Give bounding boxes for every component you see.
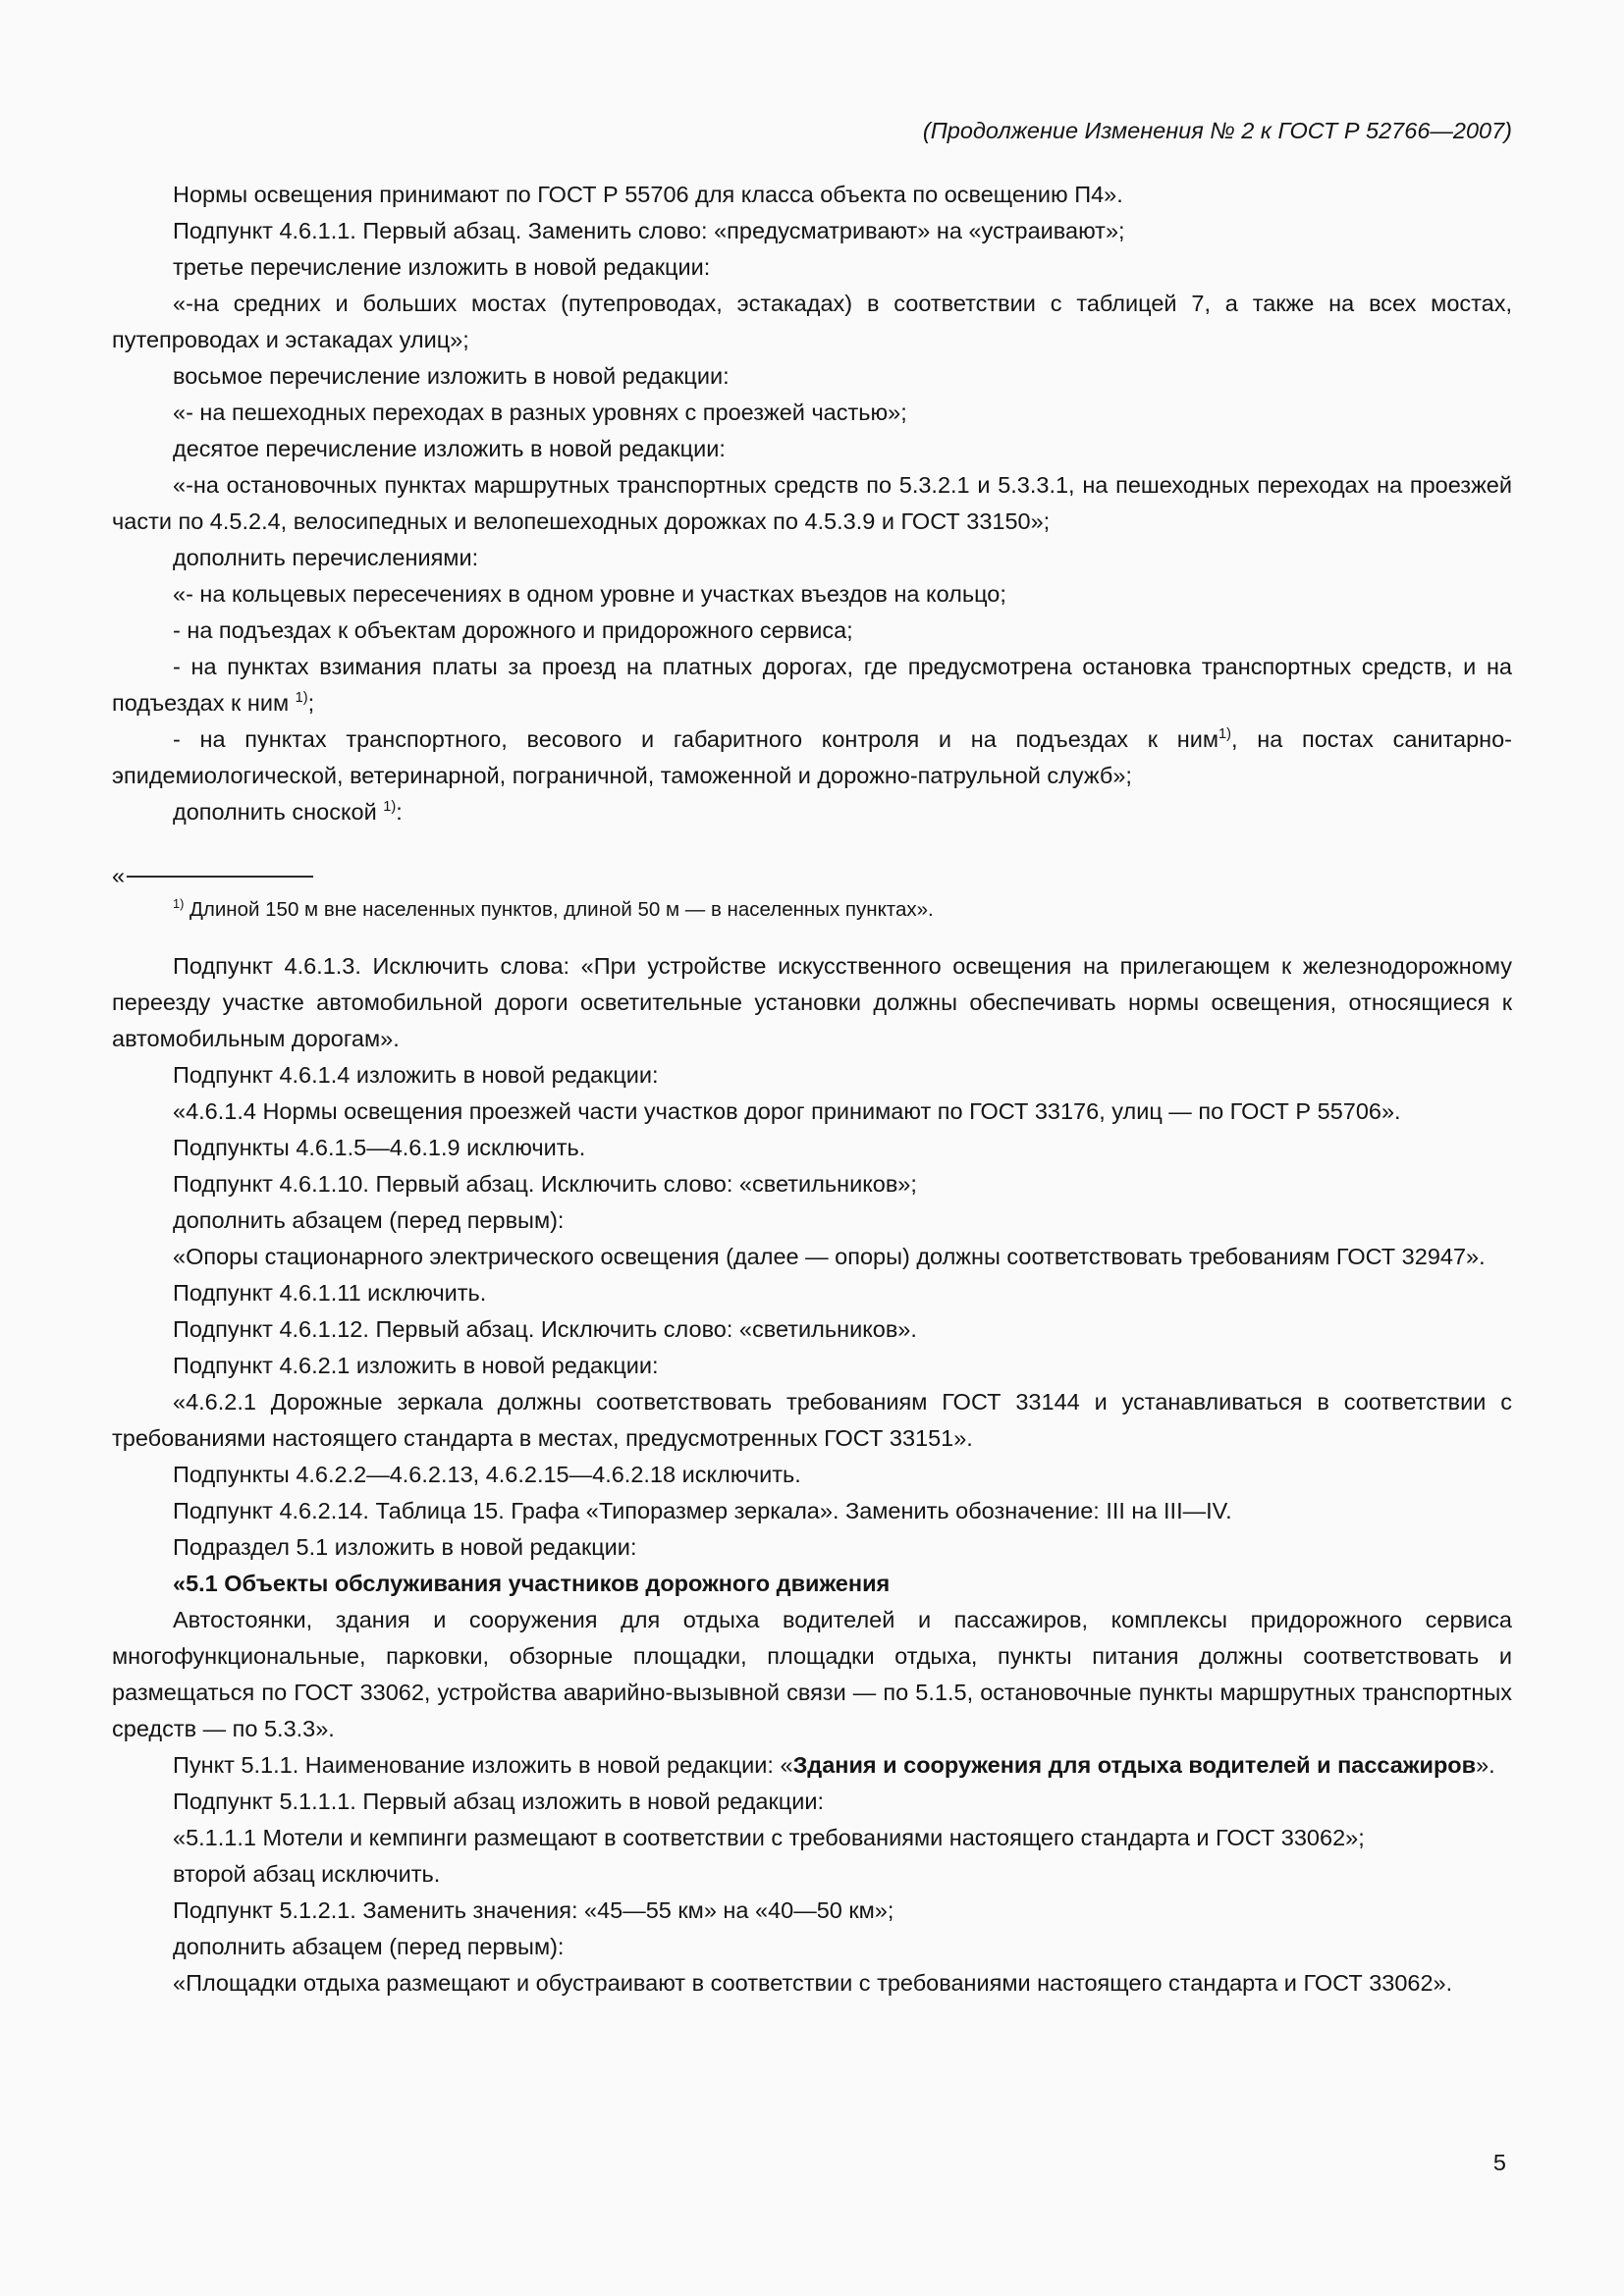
document-body	[112, 177, 1512, 2002]
footnote-text: $^{1)}$ Длиной 150 м вне населенных пунктов, длиной 50 м — в населенных пунктах».	[173, 896, 934, 921]
paragraph: - на пунктах транспортного, весового и габаритного контроля и на подъездах к ним$^{1)}$, на постах санитарно-эпидемиологической, ветеринарной, пограничной, таможенной и дорожно-патрульной служб»;	[112, 726, 1513, 788]
paragraph: Подпункт 4.6.2.14. Таблица 15. Графа «Типоразмер зеркала». Заменить обозначение: III на III—IV.	[173, 1498, 1232, 1523]
paragraph: Подпункт 4.6.2.1 изложить в новой редакции:	[173, 1353, 659, 1378]
paragraph: Подпункт 5.1.1.1. Первый абзац изложить в новой редакции:	[173, 1789, 825, 1814]
paragraph: второй абзац исключить.	[173, 1861, 441, 1887]
paragraph: Подпункт 4.6.1.11 исключить.	[173, 1280, 487, 1306]
paragraph: Подпункт 5.1.2.1. Заменить значения: «45—55 км» на «40—50 км»;	[173, 1897, 894, 1923]
paragraph: «-на средних и больших мостах (путепроводах, эстакадах) в соответствии с таблицей 7, а также на всех мостах, путепроводах и эстакадах улиц»;	[112, 291, 1512, 352]
paragraph: Подпункт 4.6.1.12. Первый абзац. Исключить слово: «светильников».	[173, 1316, 917, 1342]
paragraph: Подпункт 4.6.1.4 изложить в новой редакции:	[173, 1062, 659, 1088]
paragraph: «4.6.1.4 Нормы освещения проезжей части участков дорог принимают по ГОСТ 33176, улиц — по ГОСТ Р 55706».	[173, 1098, 1401, 1124]
paragraph: Подпункты 4.6.2.2—4.6.2.13, 4.6.2.15—4.6.2.18 исключить.	[173, 1462, 801, 1487]
paragraph: дополнить абзацем (перед первым):	[173, 1207, 565, 1233]
paragraph: «Площадки отдыха размещают и обустраивают в соответствии с требованиями настоящего стандарта и ГОСТ 33062».	[173, 1970, 1453, 1996]
running-header: (Продолжение Изменения № 2 к ГОСТ Р 52766—2007)	[922, 118, 1512, 143]
paragraph: «5.1.1.1 Мотели и кемпинги размещают в соответствии с требованиями настоящего стандарта и ГОСТ 33062»;	[173, 1825, 1365, 1850]
paragraph: третье перечисление изложить в новой редакции:	[173, 254, 711, 280]
paragraph: Нормы освещения принимают по ГОСТ Р 55706 для класса объекта по освещению П4».	[173, 182, 1123, 207]
footnote-separator-quote: «	[112, 863, 126, 888]
paragraph: Подпункты 4.6.1.5—4.6.1.9 исключить.	[173, 1135, 586, 1160]
paragraph: дополнить перечислениями:	[173, 545, 479, 570]
paragraph: «- на пешеходных переходах в разных уровнях с проезжей частью»;	[173, 400, 907, 425]
paragraph: - на пунктах взимания платы за проезд на платных дорогах, где предусмотрена остановка транспортных средств, и на подъездах к ним $^{1)}$;	[112, 654, 1512, 716]
footnote-separator	[112, 858, 1512, 894]
page-number: 5	[1492, 2150, 1506, 2175]
paragraph: «5.1 Объекты обслуживания участников дорожного движения	[173, 1571, 891, 1596]
paragraph: «-на остановочных пунктах маршрутных транспортных средств по 5.3.2.1 и 5.3.3.1, на пешеходных переходах на проезжей части по 4.5.2.4, велосипедных и велопешеходных дорожках по 4.5.3.9 и ГОСТ 33150»;	[112, 472, 1512, 534]
paragraph: Подраздел 5.1 изложить в новой редакции:	[173, 1534, 637, 1560]
paragraph: Автостоянки, здания и сооружения для отдыха водителей и пассажиров, комплексы придорожного сервиса многофункциональные, парковки, обзорные площадки, площадки отдыха, пункты питания должны соответствовать и размещаться по ГОСТ 33062, устройства аварийно-вызывной связи — по 5.1.5, остановочные пункты маршрутных транспортных средств — по 5.3.3».	[112, 1607, 1512, 1741]
paragraph: дополнить абзацем (перед первым):	[173, 1934, 565, 1959]
paragraph: десятое перечисление изложить в новой редакции:	[173, 436, 726, 461]
paragraph: - на подъездах к объектам дорожного и придорожного сервиса;	[173, 617, 853, 643]
paragraph: Пункт 5.1.1. Наименование изложить в новой редакции: «Здания и сооружения для отдыха водителей и пассажиров».	[173, 1752, 1495, 1778]
paragraph: Подпункт 4.6.1.3. Исключить слова: «При устройстве искусственного освещения на прилегающем к железнодорожному переезду участке автомобильной дороги осветительные установки должны обеспечивать нормы освещения, относящиеся к автомобильным дорогам».	[112, 953, 1512, 1051]
paragraph: «Опоры стационарного электрического освещения (далее — опоры) должны соответствовать требованиям ГОСТ 32947».	[173, 1244, 1486, 1269]
paragraph: Подпункт 4.6.1.1. Первый абзац. Заменить слово: «предусматривают» на «устраивают»;	[173, 218, 1125, 243]
footnote-separator-line	[127, 876, 313, 878]
paragraph: Подпункт 4.6.1.10. Первый абзац. Исключить слово: «светильников»;	[173, 1171, 917, 1197]
paragraph: восьмое перечисление изложить в новой редакции:	[173, 363, 730, 389]
paragraph: «- на кольцевых пересечениях в одном уровне и участках въездов на кольцо;	[173, 581, 1006, 607]
paragraph: «4.6.2.1 Дорожные зеркала должны соответствовать требованиям ГОСТ 33144 и устанавливаться в соответствии с требованиями настоящего стандарта в местах, предусмотренных ГОСТ 33151».	[112, 1389, 1512, 1451]
paragraph: дополнить сноской $^{1)}$:	[173, 799, 403, 825]
